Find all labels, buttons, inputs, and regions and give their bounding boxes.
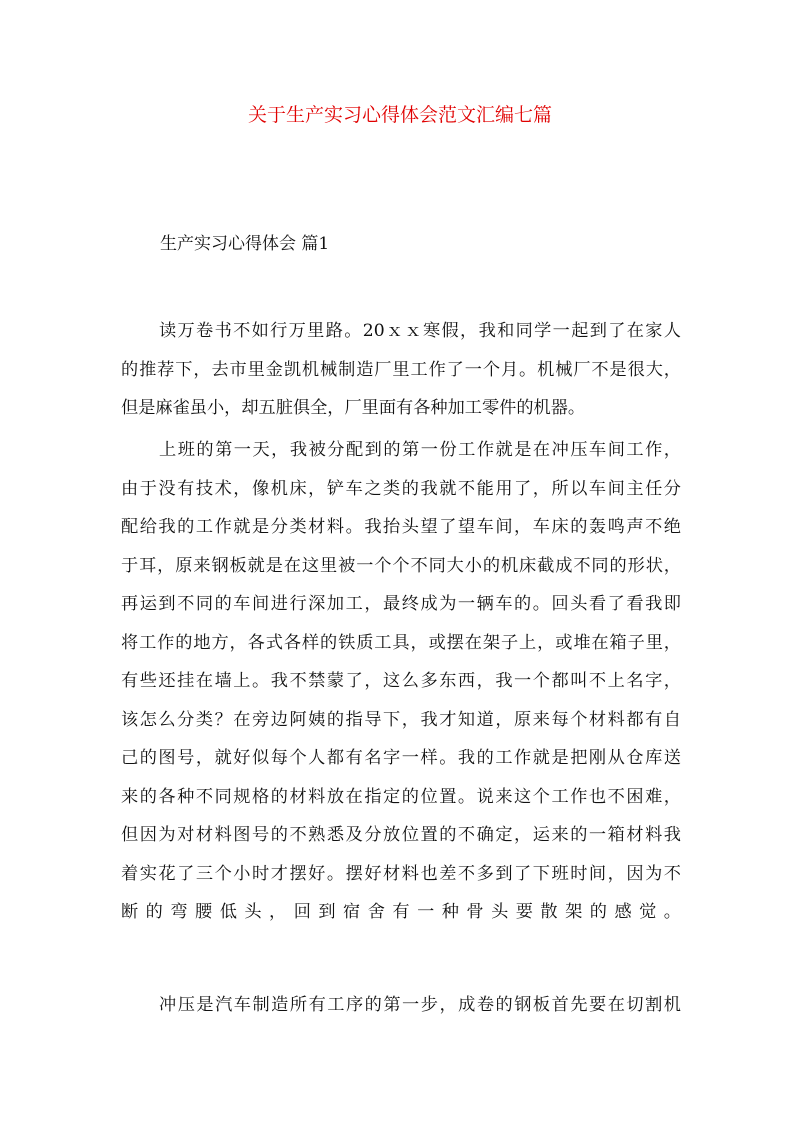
paragraph-line: 再运到不同的车间进行深加工，最终成为一辆车的。回头看了看我即 [121, 594, 681, 614]
paragraph-line: 配给我的工作就是分类材料。我抬头望了望车间，车床的轰鸣声不绝 [121, 517, 681, 537]
paragraph-line: 己的图号，就好似每个人都有名字一样。我的工作就是把刚从仓库送 [121, 748, 681, 768]
paragraph-line: 有些还挂在墙上。我不禁蒙了，这么多东西，我一个都叫不上名字， [121, 671, 681, 691]
paragraph-line: 由于没有技术，像机床，铲车之类的我就不能用了，所以车间主任分 [121, 478, 681, 499]
paragraph-2 [121, 431, 681, 970]
document-title: 关于生产实习心得体会范文汇编七篇 [247, 104, 552, 126]
paragraph-line: 的推荐下，去市里金凯机械制造厂里工作了一个月。机械厂不是很大， [121, 359, 681, 380]
paragraph-3 [121, 986, 681, 1025]
paragraph-line: 于耳，原来钢板就是在这里被一个个不同大小的机床截成不同的形状， [121, 555, 681, 576]
paragraph-line: 上班的第一天，我被分配到的第一份工作就是在冲压车间工作， [159, 440, 681, 460]
paragraph-line: 该怎么分类？在旁边阿姨的指导下，我才知道，原来每个材料都有自 [121, 709, 681, 730]
paragraph-line: 但因为对材料图号的不熟悉及分放位置的不确定，运来的一箱材料我 [121, 825, 681, 845]
paragraph-1 [121, 312, 681, 428]
paragraph-line: 但是麻雀虽小，却五脏俱全，厂里面有各种加工零件的机器。 [121, 398, 586, 418]
paragraph-line [121, 932, 681, 971]
paragraph-line: 断的弯腰低头，回到宿舍有一种骨头要散架的感觉。 [121, 902, 681, 922]
paragraph-line: 读万卷书不如行万里路。20ｘｘ寒假，我和同学一起到了在家人 [159, 321, 681, 341]
paragraph-line: 将工作的地方，各式各样的铁质工具，或摆在架子上，或堆在箱子里， [121, 632, 681, 653]
paragraph-line: 着实花了三个小时才摆好。摆好材料也差不多到了下班时间，因为不 [121, 863, 681, 884]
paragraph-line: 来的各种不同规格的材料放在指定的位置。说来这个工作也不困难， [121, 786, 681, 807]
paragraph-line: 冲压是汽车制造所有工序的第一步，成卷的钢板首先要在切割机 [159, 995, 681, 1015]
section-heading: 生产实习心得体会 篇1 [160, 234, 330, 254]
